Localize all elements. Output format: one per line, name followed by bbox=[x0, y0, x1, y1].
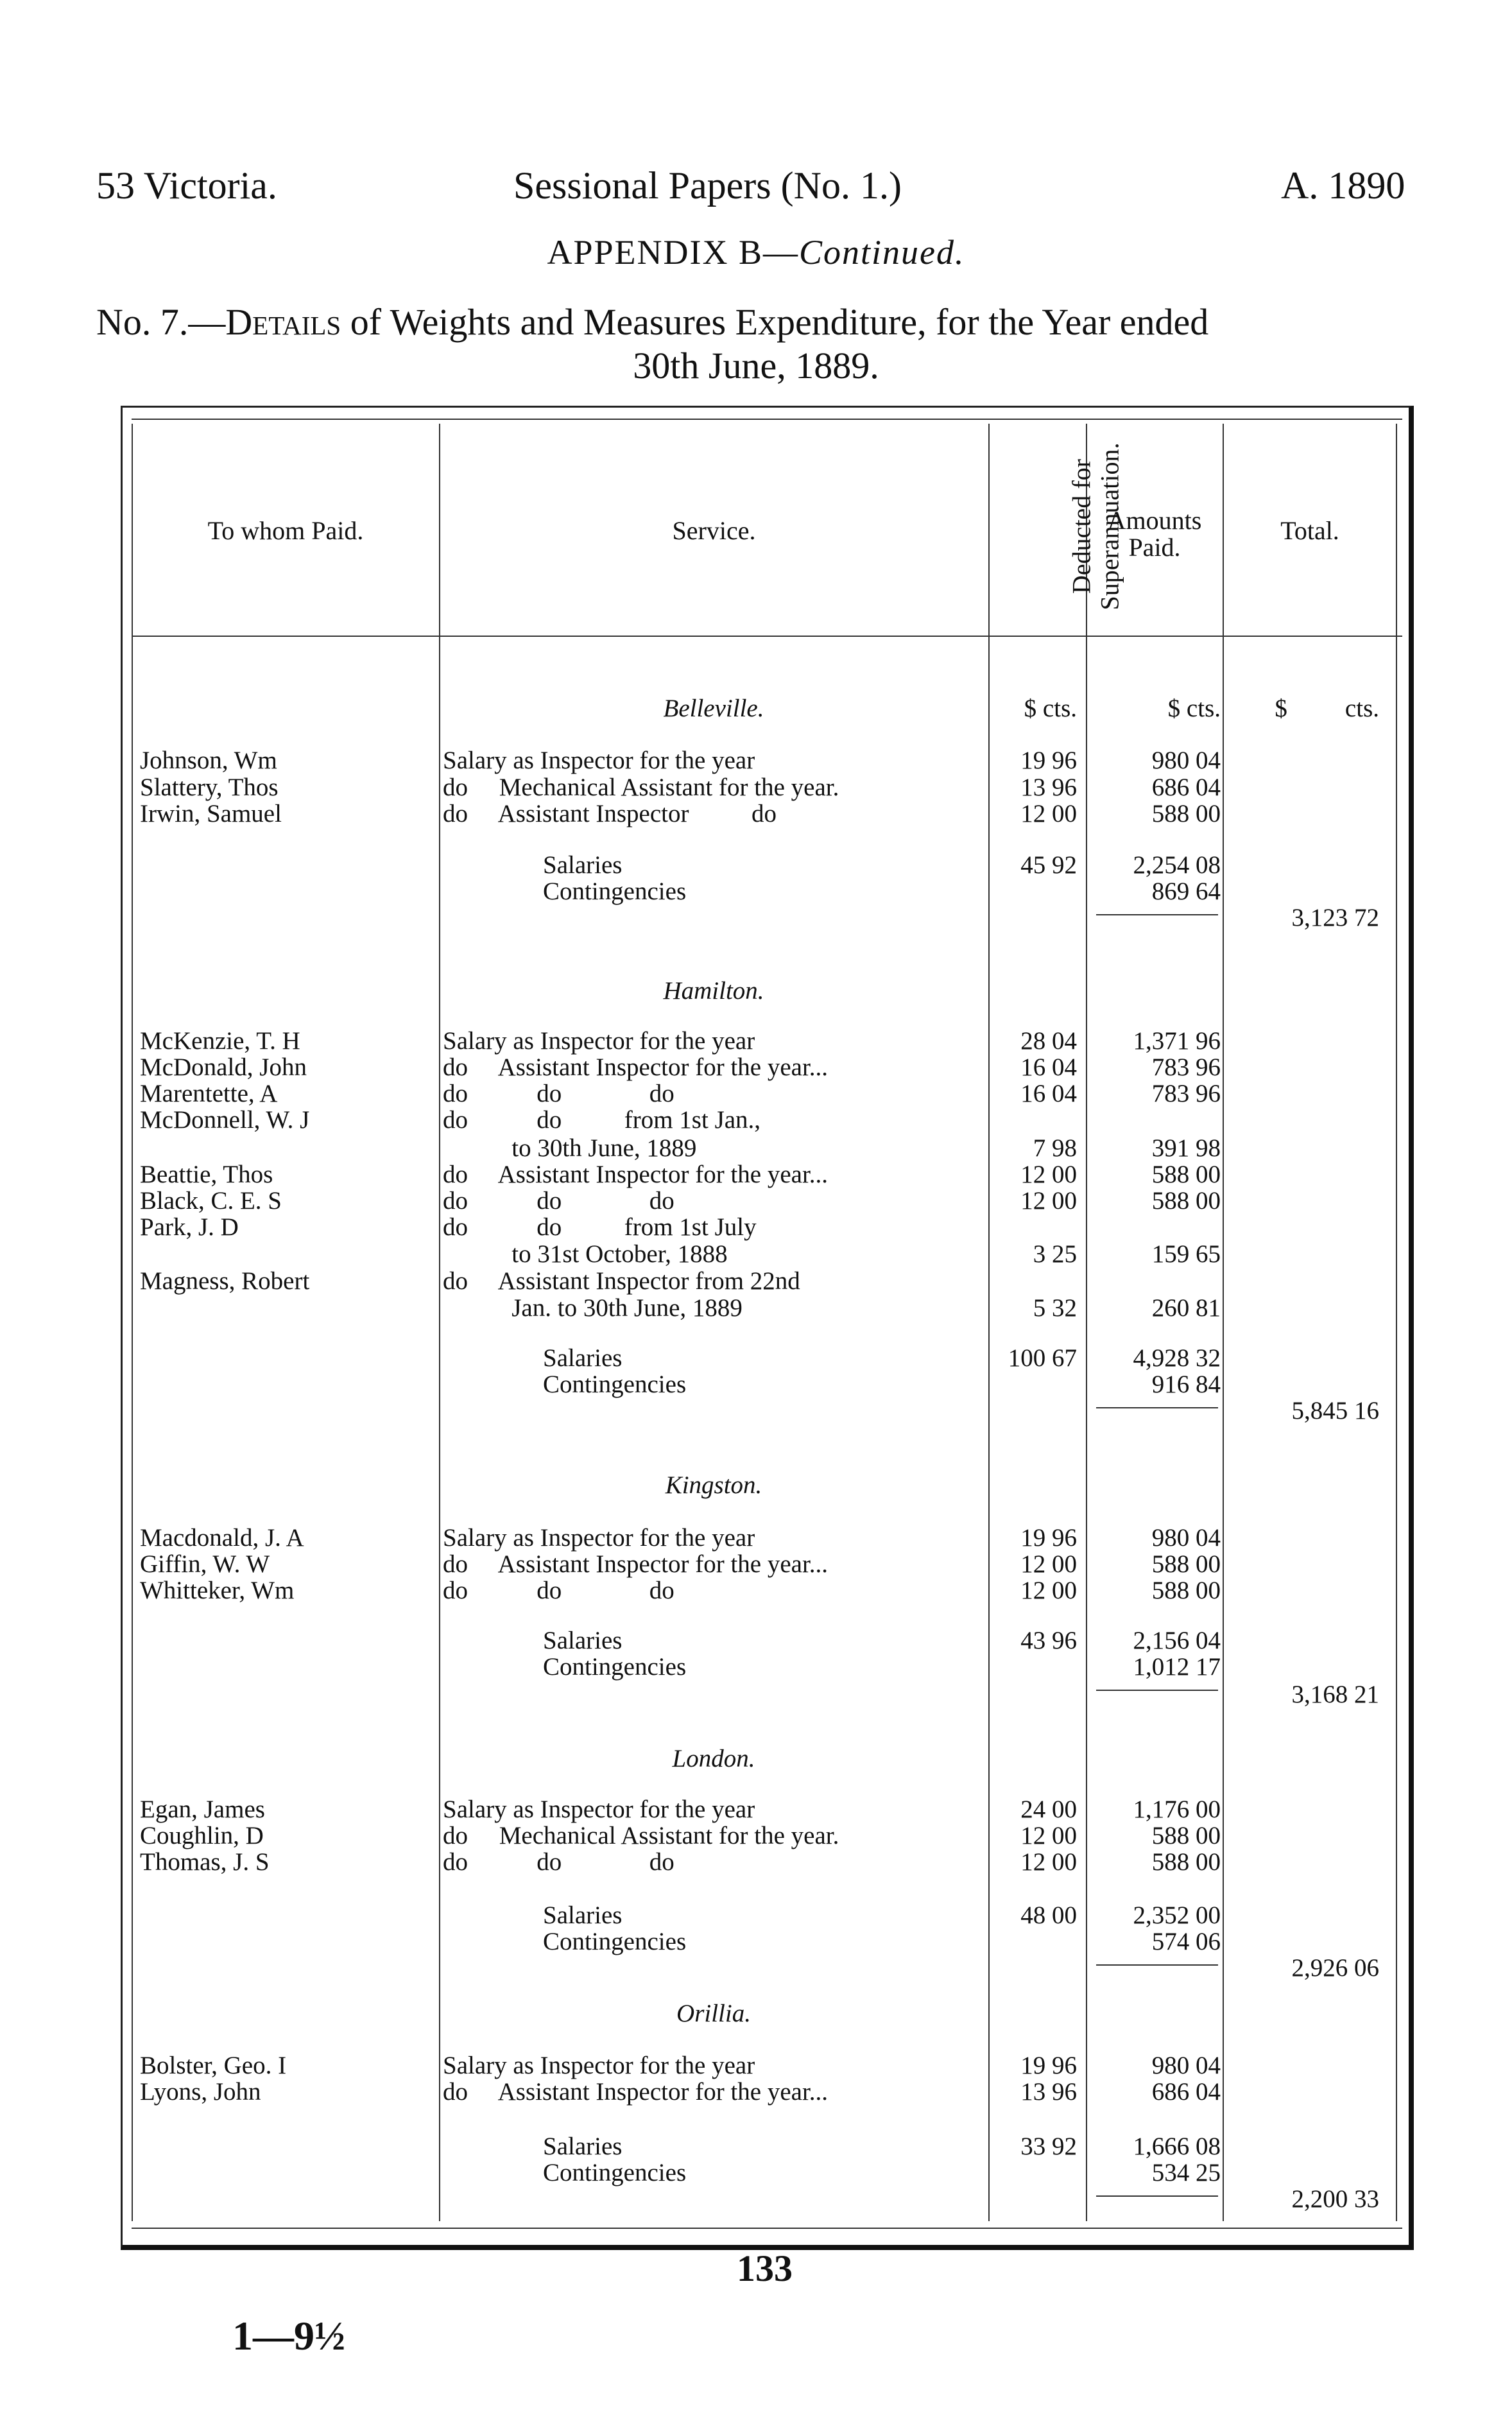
table-row-service: do Assistant Inspector from 22nd bbox=[443, 1267, 800, 1295]
salaries-amount: 2,156 04 bbox=[1133, 1627, 1221, 1654]
table-row-name: Macdonald, J. A bbox=[140, 1524, 304, 1552]
table-row-name: McDonald, John bbox=[140, 1053, 307, 1081]
header-center: Sessional Papers (No. 1.) bbox=[513, 164, 902, 207]
table-title-line2: 30th June, 1889. bbox=[633, 345, 879, 386]
deducted-line2: Superannuation. bbox=[1095, 442, 1124, 610]
section-total: 3,123 72 bbox=[1291, 904, 1379, 931]
table-row-name: Johnson, Wm bbox=[140, 747, 277, 774]
table-row-service: Salary as Inspector for the year bbox=[443, 1524, 755, 1552]
salaries-amount: 4,928 32 bbox=[1133, 1344, 1221, 1372]
table-row-deducted: 12 00 bbox=[1020, 1161, 1077, 1188]
col-header-service: Service. bbox=[672, 516, 756, 545]
salaries-label: Salaries bbox=[543, 2133, 623, 2160]
table-row-deducted: 12 00 bbox=[1020, 1822, 1077, 1849]
table-row-deducted: 28 04 bbox=[1020, 1027, 1077, 1055]
table-row-amount: 686 04 bbox=[1151, 2078, 1221, 2106]
contingencies-label: Contingencies bbox=[543, 878, 687, 905]
salaries-deducted: 48 00 bbox=[1020, 1901, 1077, 1929]
table-row-amount: 588 00 bbox=[1151, 1848, 1221, 1876]
table-row-name: Thomas, J. S bbox=[140, 1848, 270, 1876]
table-row-amount: 1,176 00 bbox=[1133, 1796, 1221, 1823]
table-row-service: do Assistant Inspector for the year... bbox=[443, 1053, 829, 1081]
appendix-heading bbox=[0, 232, 1512, 272]
section-heading-hamilton: Hamilton. bbox=[663, 977, 764, 1005]
salaries-amount: 2,352 00 bbox=[1133, 1901, 1221, 1929]
table-row-service: do Assistant Inspector for the year... bbox=[443, 1161, 829, 1188]
table-row-amount: 391 98 bbox=[1151, 1134, 1221, 1162]
title-no: No. 7.— bbox=[96, 301, 226, 343]
contingencies-amount: 1,012 17 bbox=[1133, 1653, 1221, 1681]
table-row-service: do do do bbox=[443, 1848, 674, 1876]
table-row-service: do Assistant Inspector do bbox=[443, 800, 777, 827]
table-frame bbox=[121, 406, 1414, 2250]
table-row-amount: 1,371 96 bbox=[1133, 1027, 1221, 1055]
units-amounts: $ cts. bbox=[1167, 695, 1221, 722]
units-deducted: $ cts. bbox=[1024, 695, 1077, 722]
table-row-service: do do from 1st July bbox=[443, 1213, 757, 1241]
table-row-deducted: 12 00 bbox=[1020, 1550, 1077, 1578]
table-title bbox=[96, 300, 1208, 343]
title-details: Details bbox=[225, 301, 341, 343]
sum-rule bbox=[1096, 914, 1218, 915]
bottom-rule bbox=[132, 2228, 1402, 2229]
section-heading-belleville: Belleville. bbox=[663, 695, 764, 722]
table-row-amount: 588 00 bbox=[1151, 1187, 1221, 1215]
deducted-line1: Deducted for bbox=[1067, 459, 1096, 594]
col-rule-5 bbox=[1396, 424, 1397, 2221]
contingencies-amount: 916 84 bbox=[1151, 1371, 1221, 1398]
table-row-service: do do do bbox=[443, 1187, 674, 1215]
contingencies-label: Contingencies bbox=[543, 1653, 687, 1681]
section-heading-london: London. bbox=[672, 1745, 755, 1772]
table-row-name: McDonnell, W. J bbox=[140, 1106, 310, 1134]
col-rule-1 bbox=[439, 424, 440, 2221]
appendix-continued: Continued. bbox=[799, 233, 965, 272]
col-rule-0 bbox=[132, 424, 133, 2221]
section-total: 2,926 06 bbox=[1291, 1954, 1379, 1982]
sum-rule bbox=[1096, 1964, 1218, 1966]
table-row-amount: 980 04 bbox=[1151, 2052, 1221, 2079]
table-row-amount: 588 00 bbox=[1151, 1577, 1221, 1604]
table-row-service: do Mechanical Assistant for the year. bbox=[443, 774, 839, 801]
table-row-service: Salary as Inspector for the year bbox=[443, 1796, 755, 1823]
table-row-name: Park, J. D bbox=[140, 1213, 239, 1241]
appendix-main: APPENDIX B— bbox=[547, 233, 800, 272]
table-row-service: do do from 1st Jan., bbox=[443, 1106, 761, 1134]
sum-rule bbox=[1096, 1690, 1218, 1691]
table-row-amount: 686 04 bbox=[1151, 774, 1221, 801]
table-row-name: Bolster, Geo. I bbox=[140, 2052, 287, 2079]
salaries-label: Salaries bbox=[543, 1627, 623, 1654]
salaries-amount: 2,254 08 bbox=[1133, 851, 1221, 879]
table-row-amount: 159 65 bbox=[1151, 1240, 1221, 1268]
table-row-amount: 260 81 bbox=[1151, 1294, 1221, 1322]
table-row-deducted: 5 32 bbox=[1033, 1294, 1077, 1322]
table-row-service: Salary as Inspector for the year bbox=[443, 747, 755, 774]
amounts-line1: Amounts bbox=[1107, 506, 1202, 535]
table-row-service: Jan. to 30th June, 1889 bbox=[443, 1294, 743, 1322]
table-row-amount: 980 04 bbox=[1151, 1524, 1221, 1552]
contingencies-label: Contingencies bbox=[543, 1371, 687, 1398]
table-row-deducted: 12 00 bbox=[1020, 1577, 1077, 1604]
table-row-deducted: 7 98 bbox=[1033, 1134, 1077, 1162]
contingencies-amount: 534 25 bbox=[1151, 2159, 1221, 2186]
salaries-amount: 1,666 08 bbox=[1133, 2133, 1221, 2160]
header-rule bbox=[132, 636, 1402, 637]
table-row-deducted: 13 96 bbox=[1020, 2078, 1077, 2106]
signature-mark: 1—9½ bbox=[232, 2313, 345, 2359]
col-header-amounts bbox=[1088, 507, 1221, 561]
table-row-service: do do do bbox=[443, 1577, 674, 1604]
salaries-deducted: 45 92 bbox=[1020, 851, 1077, 879]
contingencies-amount: 869 64 bbox=[1151, 878, 1221, 905]
table-row-deducted: 13 96 bbox=[1020, 774, 1077, 801]
table-row-deducted: 19 96 bbox=[1020, 1524, 1077, 1552]
units-total-cts: cts. bbox=[1344, 695, 1379, 722]
table-row-name: Beattie, Thos bbox=[140, 1161, 273, 1188]
section-total: 3,168 21 bbox=[1291, 1681, 1379, 1708]
header-left: 53 Victoria. bbox=[96, 164, 277, 207]
col-header-total: Total. bbox=[1280, 516, 1339, 545]
col-header-to-whom: To whom Paid. bbox=[207, 516, 364, 545]
table-row-service: do Assistant Inspector for the year... bbox=[443, 1550, 829, 1578]
table-row-deducted: 24 00 bbox=[1020, 1796, 1077, 1823]
salaries-label: Salaries bbox=[543, 851, 623, 879]
table-row-amount: 980 04 bbox=[1151, 747, 1221, 774]
table-row-name: Marentette, A bbox=[140, 1080, 278, 1107]
table-row-service: Salary as Inspector for the year bbox=[443, 2052, 755, 2079]
table-row-name: Slattery, Thos bbox=[140, 774, 279, 801]
salaries-label: Salaries bbox=[543, 1901, 623, 1929]
title-rest: of Weights and Measures Expenditure, for the Year ended bbox=[341, 301, 1209, 343]
header-right: A. 1890 bbox=[1281, 164, 1405, 207]
amounts-line2: Paid. bbox=[1128, 533, 1181, 562]
page-number: 133 bbox=[737, 2247, 793, 2289]
table-row-deducted: 16 04 bbox=[1020, 1053, 1077, 1081]
table-row-deducted: 19 96 bbox=[1020, 2052, 1077, 2079]
table-row-amount: 783 96 bbox=[1151, 1053, 1221, 1081]
salaries-deducted: 43 96 bbox=[1020, 1627, 1077, 1654]
table-row-service: to 31st October, 1888 bbox=[443, 1240, 728, 1268]
table-row-deducted: 12 00 bbox=[1020, 800, 1077, 827]
table-row-amount: 783 96 bbox=[1151, 1080, 1221, 1107]
table-row-service: do do do bbox=[443, 1080, 674, 1107]
sum-rule bbox=[1096, 2195, 1218, 2197]
top-rule bbox=[132, 419, 1402, 420]
table-row-service: do Mechanical Assistant for the year. bbox=[443, 1822, 839, 1849]
table-row-name: Irwin, Samuel bbox=[140, 800, 282, 827]
table-row-service: do Assistant Inspector for the year... bbox=[443, 2078, 829, 2106]
table-row-name: Whitteker, Wm bbox=[140, 1577, 295, 1604]
sum-rule bbox=[1096, 1407, 1218, 1408]
salaries-deducted: 33 92 bbox=[1020, 2133, 1077, 2160]
units-total-dollar: $ bbox=[1275, 695, 1287, 722]
salaries-label: Salaries bbox=[543, 1344, 623, 1372]
table-row-deducted: 19 96 bbox=[1020, 747, 1077, 774]
section-heading-orillia: Orillia. bbox=[676, 2000, 751, 2027]
table-row-amount: 588 00 bbox=[1151, 1161, 1221, 1188]
salaries-deducted: 100 67 bbox=[1008, 1344, 1077, 1372]
table-row-deducted: 12 00 bbox=[1020, 1187, 1077, 1215]
table-row-service: to 30th June, 1889 bbox=[443, 1134, 697, 1162]
section-total: 5,845 16 bbox=[1291, 1397, 1379, 1424]
contingencies-label: Contingencies bbox=[543, 1928, 687, 1955]
table-row-amount: 588 00 bbox=[1151, 1550, 1221, 1578]
section-total: 2,200 33 bbox=[1291, 2185, 1379, 2213]
table-row-amount: 588 00 bbox=[1151, 1822, 1221, 1849]
col-rule-3 bbox=[1086, 424, 1087, 2221]
section-heading-kingston: Kingston. bbox=[665, 1471, 762, 1499]
table-row-name: McKenzie, T. H bbox=[140, 1027, 300, 1055]
table-row-deducted: 3 25 bbox=[1033, 1240, 1077, 1268]
table-row-name: Magness, Robert bbox=[140, 1267, 310, 1295]
col-rule-4 bbox=[1223, 424, 1224, 2221]
table-row-name: Coughlin, D bbox=[140, 1822, 264, 1849]
units-total bbox=[1228, 695, 1379, 723]
table-row-name: Lyons, John bbox=[140, 2078, 261, 2106]
table-row-name: Giffin, W. W bbox=[140, 1550, 270, 1578]
table-row-name: Egan, James bbox=[140, 1796, 265, 1823]
table-row-deducted: 12 00 bbox=[1020, 1848, 1077, 1876]
contingencies-label: Contingencies bbox=[543, 2159, 687, 2186]
table-row-amount: 588 00 bbox=[1151, 800, 1221, 827]
contingencies-amount: 574 06 bbox=[1151, 1928, 1221, 1955]
table-row-service: Salary as Inspector for the year bbox=[443, 1027, 755, 1055]
table-row-deducted: 16 04 bbox=[1020, 1080, 1077, 1107]
table-row-name: Black, C. E. S bbox=[140, 1187, 282, 1215]
